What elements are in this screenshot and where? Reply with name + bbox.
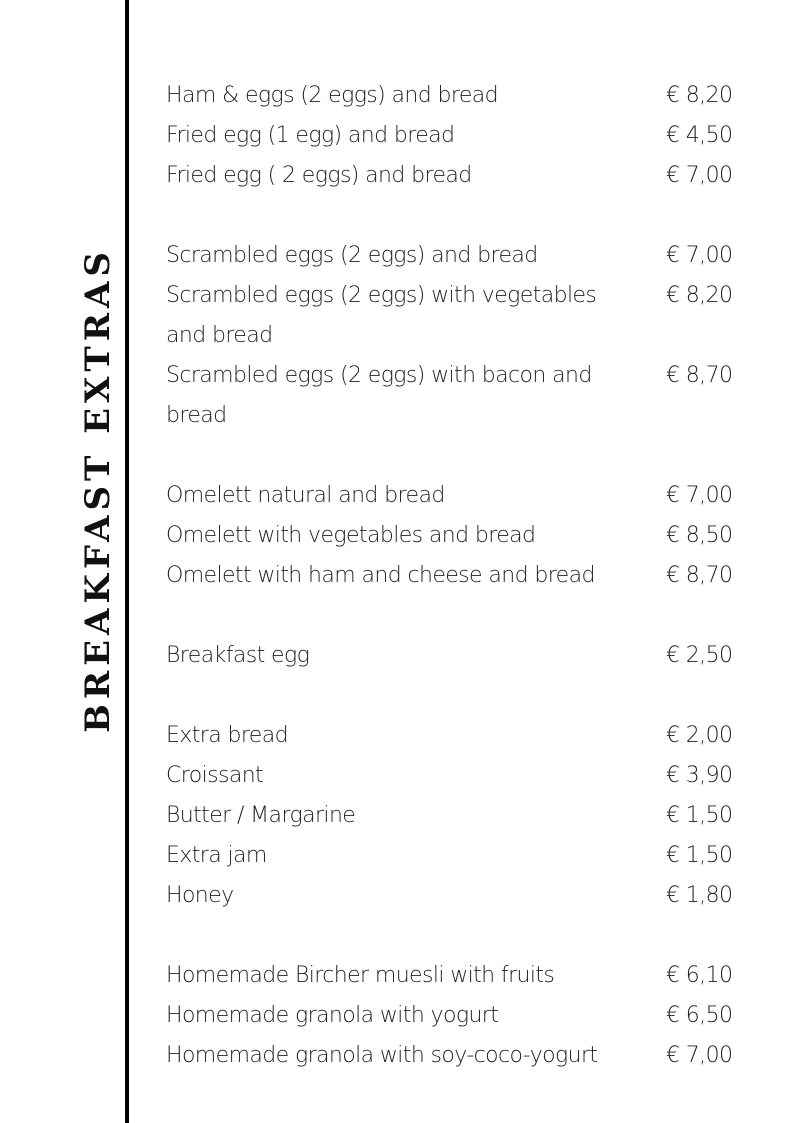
item-price: € 8,70 <box>666 363 733 388</box>
menu-item <box>166 116 746 156</box>
menu-item <box>166 276 746 356</box>
item-price: € 2,50 <box>666 643 733 668</box>
item-price: € 7,00 <box>666 483 733 508</box>
item-name: Scrambled eggs (2 eggs) with vegetables and bread <box>166 283 597 348</box>
menu-item <box>166 76 746 116</box>
page-title: BREAKFAST EXTRAS <box>78 247 118 733</box>
item-name: Homemade Bircher muesli with fruits <box>166 963 555 988</box>
item-price: € 8,50 <box>666 523 733 548</box>
menu-item <box>166 516 746 556</box>
item-price: € 3,90 <box>666 763 733 788</box>
menu-item <box>166 556 746 596</box>
item-name: Fried egg ( 2 eggs) and bread <box>166 163 472 188</box>
item-price: € 7,00 <box>666 1043 733 1068</box>
item-name: Omelett natural and bread <box>166 483 445 508</box>
menu-item <box>166 796 746 836</box>
menu-item <box>166 636 746 676</box>
menu-item <box>166 716 746 756</box>
menu-item <box>166 236 746 276</box>
menu-item <box>166 836 746 876</box>
item-name: Scrambled eggs (2 eggs) and bread <box>166 243 538 268</box>
item-price: € 2,00 <box>666 723 733 748</box>
item-price: € 8,20 <box>666 83 733 108</box>
menu-item <box>166 356 746 436</box>
item-name: Scrambled eggs (2 eggs) with bacon and bread <box>166 363 592 428</box>
item-price: € 1,50 <box>666 843 733 868</box>
menu-item <box>166 476 746 516</box>
item-name: Fried egg (1 egg) and bread <box>166 123 455 148</box>
item-name: Ham & eggs (2 eggs) and bread <box>166 83 499 108</box>
item-name: Omelett with ham and cheese and bread <box>166 563 595 588</box>
item-name: Omelett with vegetables and bread <box>166 523 536 548</box>
menu-item <box>166 996 746 1036</box>
menu-group-breakfast-egg <box>166 636 746 676</box>
item-price: € 7,00 <box>666 163 733 188</box>
item-price: € 6,10 <box>666 963 733 988</box>
item-price: € 1,50 <box>666 803 733 828</box>
menu-group-muesli <box>166 956 746 1076</box>
menu-group-scrambled <box>166 236 746 436</box>
item-name: Extra bread <box>166 723 288 748</box>
item-name: Extra jam <box>166 843 267 868</box>
menu-group-eggs <box>166 76 746 196</box>
item-name: Honey <box>166 883 234 908</box>
item-price: € 8,20 <box>666 283 733 308</box>
item-price: € 4,50 <box>666 123 733 148</box>
item-name: Butter / Margarine <box>166 803 356 828</box>
menu-item <box>166 756 746 796</box>
item-price: € 1,80 <box>666 883 733 908</box>
menu-item <box>166 876 746 916</box>
item-price: € 7,00 <box>666 243 733 268</box>
menu-group-bread-extras <box>166 716 746 916</box>
item-price: € 6,50 <box>666 1003 733 1028</box>
item-name: Homemade granola with soy-coco-yogurt <box>166 1043 598 1068</box>
vertical-divider <box>125 0 129 1123</box>
item-name: Homemade granola with yogurt <box>166 1003 499 1028</box>
menu-item <box>166 156 746 196</box>
item-price: € 8,70 <box>666 563 733 588</box>
menu-item <box>166 1036 746 1076</box>
menu-list <box>166 76 746 1076</box>
menu-group-omelett <box>166 476 746 596</box>
item-name: Breakfast egg <box>166 643 310 668</box>
item-name: Croissant <box>166 763 264 788</box>
menu-item <box>166 956 746 996</box>
